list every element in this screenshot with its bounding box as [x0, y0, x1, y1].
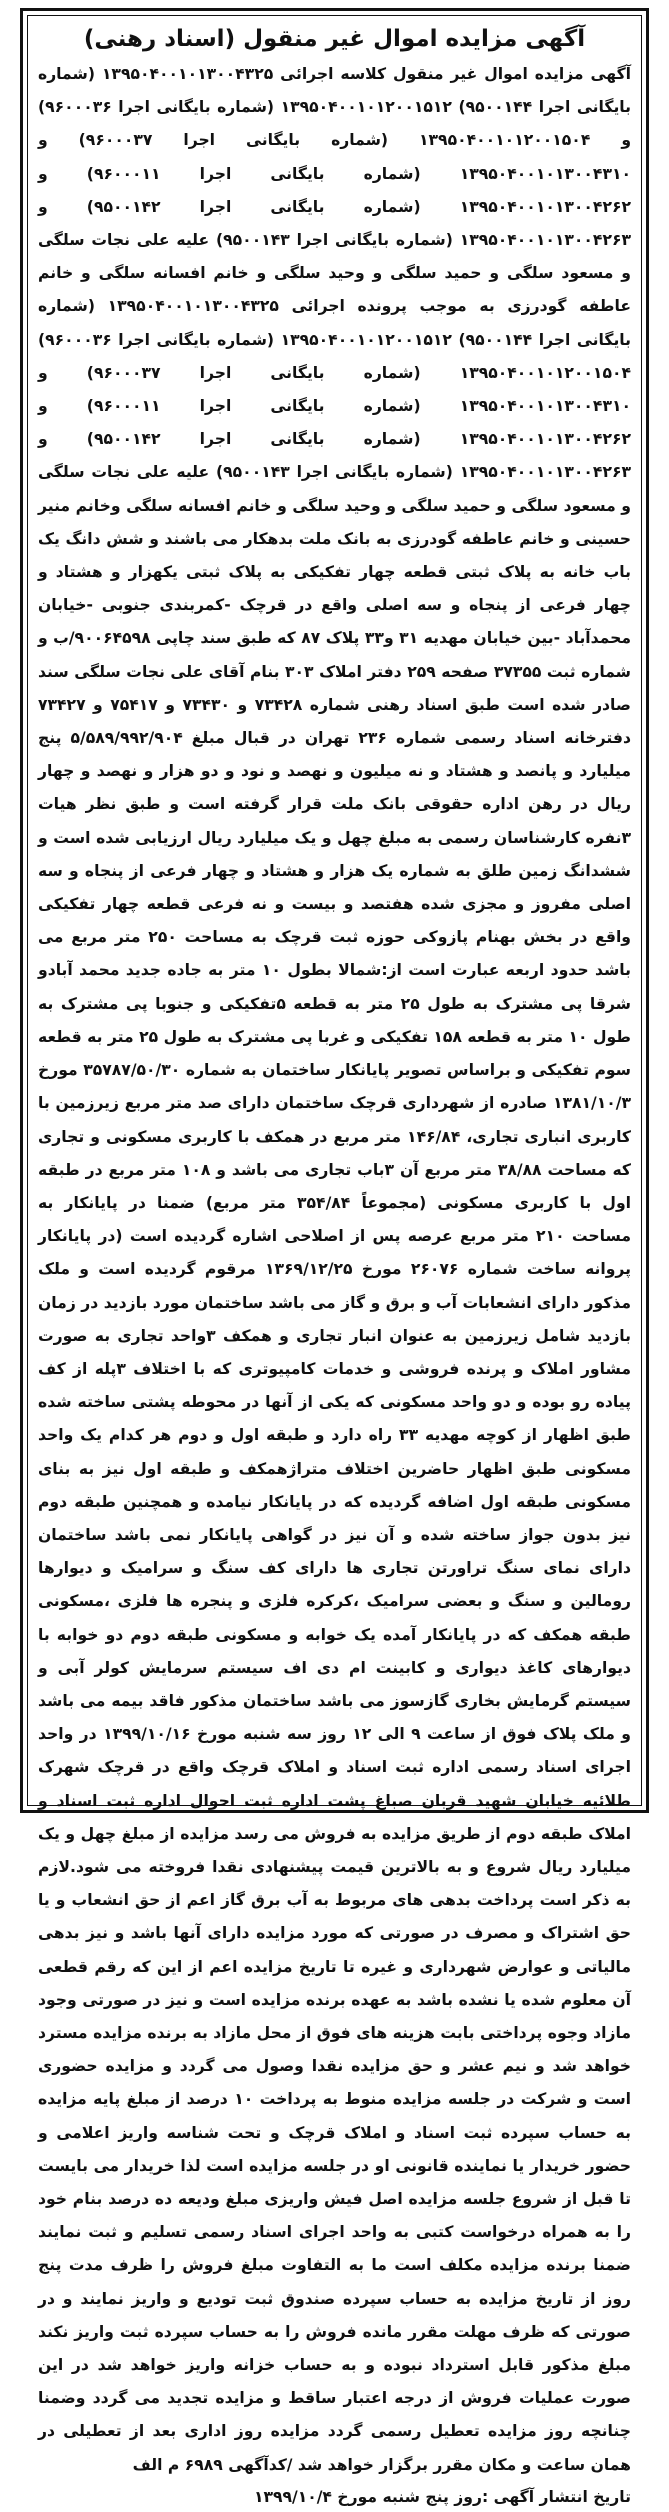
- publication-date: تاریخ انتشار آگهی :روز پنج شنبه مورخ ۱۳۹۹/۱۰/۴: [253, 2487, 631, 2506]
- notice-body: آگهی مزایده اموال غیر منقول کلاسه اجرائی ۱۳۹۵۰۴۰۰۱۰۱۳۰۰۴۳۲۵ (شماره بایگانی اجرا ۹۵۰۰۱۴۴) ۱۳۹۵۰۴۰۰۱۰۱۲۰۰۱۵۱۲ (شماره بایگانی اجرا ۹۶۰۰۰۳۶) و ۱۳۹۵۰۴۰۰۱۰۱۲۰۰۱۵۰۴ (شماره بایگانی اجرا ۹۶۰۰۰۳۷) و ۱۳۹۵۰۴۰۰۱۰۱۳۰۰۴۳۱۰ (شماره بایگانی اجرا ۹۶۰۰۰۱۱) و ۱۳۹۵۰۴۰۰۱۰۱۳۰۰۴۲۶۲ (شماره بایگانی اجرا ۹۵۰۰۱۴۲) و ۱۳۹۵۰۴۰۰۱۰۱۳۰۰۴۲۶۳ (شماره بایگانی اجرا ۹۵۰۰۱۴۳) علیه علی نجات سلگی و مسعود سلگی و حمید سلگی و وحید سلگی و خانم افسانه سلگی و خانم عاطفه گودرزی به موجب پرونده اجرائی ۱۳۹۵۰۴۰۰۱۰۱۳۰۰۴۳۲۵ (شماره بایگانی اجرا ۹۵۰۰۱۴۴) ۱۳۹۵۰۴۰۰۱۰۱۲۰۰۱۵۱۲ (شماره بایگانی اجرا ۹۶۰۰۰۳۶) ۱۳۹۵۰۴۰۰۱۰۱۲۰۰۱۵۰۴ (شماره بایگانی اجرا ۹۶۰۰۰۳۷) و ۱۳۹۵۰۴۰۰۱۰۱۳۰۰۴۳۱۰ (شماره بایگانی اجرا ۹۶۰۰۰۱۱) و ۱۳۹۵۰۴۰۰۱۰۱۳۰۰۴۲۶۲ (شماره بایگانی اجرا ۹۵۰۰۱۴۲) و ۱۳۹۵۰۴۰۰۱۰۱۳۰۰۴۲۶۳ (شماره بایگانی اجرا ۹۵۰۰۱۴۳) علیه علی نجات سلگی و مسعود سلگی و حمید سلگی و وحید سلگی و خانم افسانه سلگی وخانم منیر حسینی و خانم عاطفه گودرزی به بانک ملت بدهکار می باشند و شش دانگ یک باب خانه به پلاک ثبتی قطعه چهار تفکیکی به پلاک ثبتی یکهزار و هشتاد و چهار فرعی از پنجاه و سه اصلی واقع در قرچک -کمربندی جنوبی -خیابان محمدآباد -بین خیابان مهدیه ۳۱ و۳۳ پلاک ۸۷ که طبق سند چاپی ۹۰۰۶۴۵۹۸/ب و شماره ثبت ۳۷۳۵۵ صفحه ۲۵۹ دفتر املاک ۳۰۳ بنام آقای علی نجات سلگی سند صادر شده است طبق اسناد رهنی شماره ۷۳۴۲۸ و ۷۳۴۳۰ و ۷۵۴۱۷ و ۷۳۴۲۷ دفترخانه اسناد رسمی شماره ۲۳۶ تهران در قبال مبلغ ۵/۵۸۹/۹۹۲/۹۰۴ پنج میلیارد و پانصد و هشتاد و نه میلیون و نهصد و نود و دو هزار و نهصد و چهار ریال در رهن اداره حقوقی بانک ملت قرار گرفته است و طبق نظر هیات ۳نفره کارشناسان رسمی به مبلغ چهل و یک میلیارد ریال ارزیابی شده است و ششدانگ زمین طلق به شماره یک هزار و هشتاد و چهار فرعی از پنجاه و سه اصلی مفروز و مجزی شده هفتصد و بیست و نه فرعی قطعه چهار تفکیکی واقع در بخش بهنام پازوکی حوزه ثبت قرچک به مساحت ۲۵۰ متر مربع می باشد حدود اربعه عبارت است از:شمالا بطول ۱۰ متر به جاده جدید محمد آبادو شرقا پی مشترک به طول ۲۵ متر به قطعه ۵تفکیکی و جنوبا پی مشترک به طول ۱۰ متر به قطعه ۱۵۸ تفکیکی و غربا پی مشترک به طول ۲۵ متر به قطعه سوم تفکیکی و براساس تصویر پایانکار ساختمان به شماره ۳۵۷۸۷/۵۰/۳۰ مورخ ۱۳۸۱/۱۰/۳ صادره از شهرداری قرچک ساختمان دارای صد متر مربع زیرزمین با کاربری انباری تجاری، ۱۴۶/۸۴ متر مربع در همکف با کاربری مسکونی و تجاری که مساحت ۳۸/۸۸ متر مربع آن ۳باب تجاری می باشد و ۱۰۸ متر مربع در طبقه اول با کاربری مسکونی (مجموعاً ۳۵۴/۸۴ متر مربع) ضمنا در پایانکار به مساحت ۲۱۰ متر مربع عرصه پس از اصلاحی اشاره گردیده است (در پایانکار پروانه ساخت شماره ۲۶۰۷۶ مورخ ۱۳۶۹/۱۲/۲۵ مرقوم گردیده است و ملک مذکور دارای انشعابات آب و برق و گاز می باشد ساختمان مورد بازدید در زمان بازدید شامل زیرزمین به عنوان انبار تجاری و همکف ۳واحد تجاری به صورت مشاور املاک و پرنده فروشی و خدمات کامپیوتری که با اختلاف ۳پله از کف پیاده رو بوده و دو واحد مسکونی که یکی از آنها در محوطه پشتی ساخته شده طبق اظهار از کوچه مهدیه ۳۳ راه دارد و طبقه اول و دوم هر کدام یک واحد مسکونی طبق اظهار حاضرین اختلاف متراژهمکف و طبقه اول نیز به بنای مسکونی طبقه اول اضافه گردیده که در پایانکار نیامده و همچنین طبقه دوم نیز بدون جواز ساخته شده و آن نیز در گواهی پایانکار نمی باشد ساختمان دارای نمای سنگ تراورتن تجاری ها دارای کف سنگ و سرامیک و دیوارها رومالین و سنگ و بعضی سرامیک ،کرکره فلزی و پنجره ها فلزی ،مسکونی طبقه همکف که در پایانکار آمده یک خوابه و مسکونی طبقه دوم دو خوابه با دیوارهای کاغذ دیواری و کابینت ام دی اف سیستم سرمایش کولر آبی و سیستم گرمایش بخاری گازسوز می باشد ساختمان مذکور فاقد بیمه می باشد و ملک پلاک فوق از ساعت ۹ الی ۱۲ روز سه شنبه مورخ ۱۳۹۹/۱۰/۱۶ در واحد اجرای اسناد رسمی اداره ثبت اسناد و املاک قرچک واقع در قرچک شهرک طلائیه خیابان شهید قربان صباغ پشت اداره ثبت احوال اداره ثبت اسناد و املاک طبقه دوم از طریق مزایده به فروش می رسد مزایده از مبلغ چهل و یک میلیارد ریال شروع و به بالاترین قیمت پیشنهادی نقدا فروخته می شود.لازم به ذکر است پرداخت بدهی های مربوط به آب برق گاز اعم از حق انشعاب و یا حق اشتراک و مصرف در صورتی که مورد مزایده دارای آنها باشد و نیز بدهی مالیاتی و عوارض شهرداری و غیره تا تاریخ مزایده اعم از این که رقم قطعی آن معلوم شده یا نشده باشد به عهده برنده مزایده است و نیز در صورتی وجود مازاد وجوه پرداختی بابت هزینه های فوق از محل مازاد به برنده مزایده مسترد خواهد شد و نیم عشر و حق مزایده نقدا وصول می گردد و مزایده حضوری است و شرکت در جلسه مزایده منوط به پرداخت ۱۰ درصد از مبلغ پایه مزایده به حساب سپرده ثبت اسناد و املاک قرچک و تحت شناسه واریز اعلامی و حضور خریدار یا نماینده قانونی او در جلسه مزایده است لذا خریدار می بایست تا قبل از شروع جلسه مزایده اصل فیش واریزی مبلغ ودیعه ده درصد بنام خود را به همراه درخواست کتبی به واحد اجرای اسناد رسمی تسلیم و ثبت نمایند ضمنا برنده مزایده مکلف است ما به التفاوت مبلغ فروش را ظرف مدت پنج روز از تاریخ مزایده به حساب سپرده صندوق ثبت تودیع و واریز نمایند و در صورتی که ظرف مهلت مقرر مانده فروش را به حساب سپرده ثبت واریز نکند مبلغ مذکور قابل استرداد نبوده و به حساب خزانه واریز خواهد شد در این صورت عملیات فروش از درجه اعتبار ساقط و مزایده تجدید می گردد وضمنا چنانچه روز مزایده تعطیل رسمی گردد مزایده روز اداری بعد از تعطیلی در همان ساعت و مکان مقرر برگزار خواهد شد /کدآگهی ۶۹۸۹ م الف: [38, 65, 632, 2474]
- notice-title: آگهی مزایده اموال غیر منقول (اسناد رهنی): [83, 26, 586, 52]
- notice-frame: [20, 8, 649, 2506]
- notice-inner-border: [27, 15, 642, 2506]
